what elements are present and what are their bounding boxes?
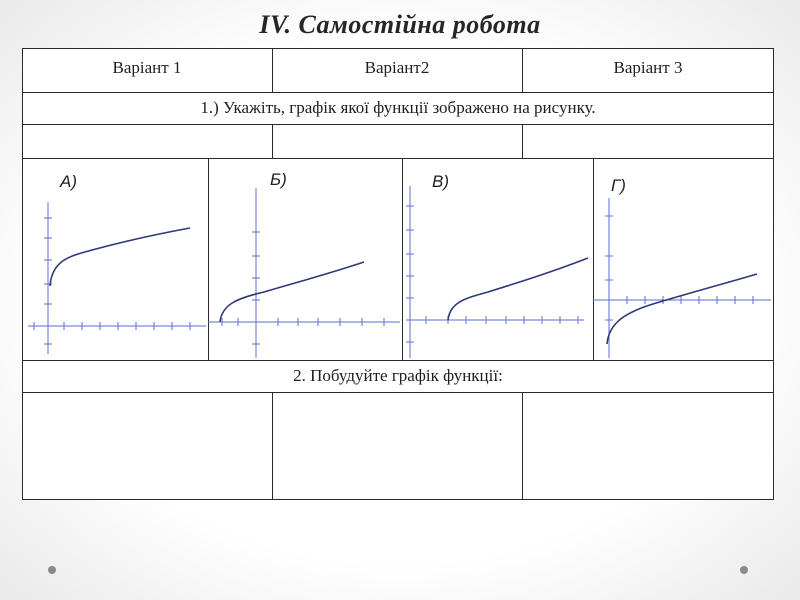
column-divider bbox=[522, 392, 523, 499]
table-rule bbox=[22, 360, 774, 361]
graph-cell-a bbox=[22, 158, 208, 360]
header-variant-2: Варіант2 bbox=[364, 58, 430, 77]
graph-label-d: Г) bbox=[611, 176, 626, 195]
work-table bbox=[22, 48, 774, 500]
graph-label-c: В) bbox=[432, 172, 449, 191]
table-border-top bbox=[22, 48, 774, 49]
graph-c bbox=[402, 158, 593, 360]
task-2-text: 2. Побудуйте графік функції: bbox=[293, 366, 503, 385]
graph-cell-d bbox=[593, 158, 773, 360]
column-divider bbox=[272, 124, 273, 158]
column-divider bbox=[272, 392, 273, 499]
graph-d bbox=[593, 158, 773, 360]
slide-decoration-dot bbox=[740, 566, 748, 574]
graph-label-a: А) bbox=[60, 172, 77, 191]
graph-cell-c bbox=[402, 158, 593, 360]
column-divider bbox=[522, 124, 523, 158]
task-1-text: 1.) Укажіть, графік якої функції зображено на рисунку. bbox=[200, 98, 596, 117]
table-border-bottom bbox=[22, 499, 774, 500]
graph-a bbox=[22, 158, 208, 360]
table-rule bbox=[22, 392, 774, 393]
table-rule bbox=[22, 124, 774, 125]
slide-title: IV. Самостійна робота bbox=[259, 10, 541, 39]
table-rule bbox=[22, 92, 774, 93]
graph-b bbox=[208, 158, 402, 360]
header-variant-3: Варіант 3 bbox=[613, 58, 683, 77]
slide-decoration-dot bbox=[48, 566, 56, 574]
graph-label-b: Б) bbox=[270, 170, 287, 189]
graph-cell-b bbox=[208, 158, 402, 360]
header-variant-1: Варіант 1 bbox=[112, 58, 182, 77]
